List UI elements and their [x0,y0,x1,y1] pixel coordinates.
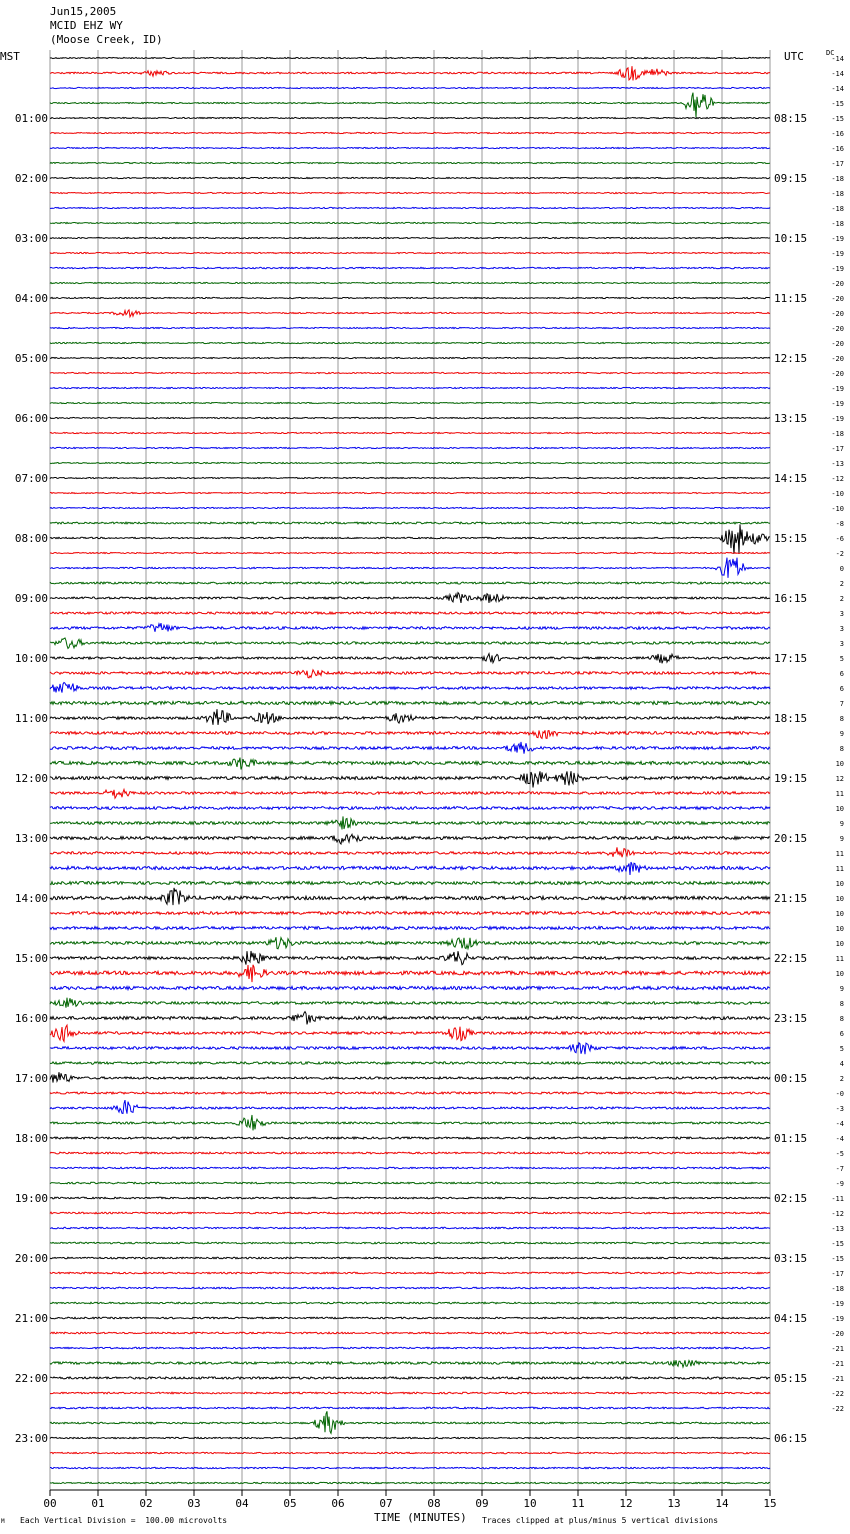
dc-offset-label: -19 [831,265,844,273]
dc-offset-label: -20 [831,1330,844,1338]
dc-offset-label: 12 [835,775,844,783]
trace-line [50,310,770,317]
dc-offset-label: 5 [839,1045,844,1053]
trace-line [50,1467,770,1468]
dc-offset-label: 3 [839,610,844,618]
trace-line [50,998,770,1008]
trace-line [50,66,770,80]
dc-offset-label: 8 [839,745,844,753]
right-time-label: 09:15 [774,172,808,185]
dc-offset-label: 8 [839,715,844,723]
left-time-label: 02:00 [14,172,48,185]
dc-offset-label: -8 [835,520,844,528]
trace-line [50,807,770,810]
trace-line [50,57,770,58]
dc-offset-label: -19 [831,415,844,423]
dc-offset-label: 11 [835,955,844,963]
dc-offset-label: -15 [831,1240,844,1248]
left-time-label: 11:00 [14,712,48,725]
trace-line [50,834,770,844]
right-axis-label: UTC [784,50,804,63]
dc-offset-label: -13 [831,1225,844,1233]
trace-line [50,758,770,770]
x-tick-label: 06 [331,1497,345,1510]
dc-offset-label: 10 [835,910,844,918]
left-time-label: 15:00 [14,952,48,965]
trace-line [50,1411,770,1433]
trace-line [50,267,770,268]
right-time-label: 17:15 [774,652,808,665]
right-time-label: 04:15 [774,1312,808,1325]
dc-offset-label: -22 [831,1390,844,1398]
trace-line [50,357,770,358]
trace-line [50,612,770,614]
left-time-label: 19:00 [14,1192,48,1205]
trace-line [50,1100,770,1114]
trace-line [50,93,770,118]
dc-offset-label: -14 [831,70,844,78]
dc-offset-label: 9 [839,820,844,828]
right-time-label: 19:15 [774,772,808,785]
dc-offset-label: -7 [835,1165,844,1173]
left-time-label: 23:00 [14,1432,48,1445]
dc-offset-label: -18 [831,220,844,228]
dc-offset-label: -18 [831,175,844,183]
trace-line [50,1332,770,1334]
x-tick-label: 14 [715,1497,729,1510]
trace-line [50,1360,770,1367]
trace-line [50,492,770,493]
dc-offset-label: -20 [831,370,844,378]
dc-offset-label: -21 [831,1375,844,1383]
dc-offset-label: 8 [839,1000,844,1008]
trace-line [50,447,770,448]
trace-line [50,816,770,829]
x-tick-label: 02 [139,1497,153,1510]
trace-line [50,387,770,388]
right-time-label: 12:15 [774,352,808,365]
trace-line [50,147,770,148]
trace-line [50,162,770,163]
trace-line [50,327,770,328]
dc-offset-label: -4 [835,1135,844,1143]
dc-offset-label: -18 [831,205,844,213]
dc-offset-label: 11 [835,850,844,858]
dc-offset-label: -14 [831,55,844,63]
dc-offset-label: 6 [839,670,844,678]
trace-line [50,297,770,298]
trace-line [50,623,770,632]
trace-line [50,927,770,930]
dc-offset-label: 6 [839,1030,844,1038]
trace-line [50,654,770,664]
right-time-label: 21:15 [774,892,808,905]
trace-line [50,965,770,982]
dc-offset-label: 6 [839,685,844,693]
dc-offset-label: -17 [831,1270,844,1278]
trace-line [50,282,770,283]
trace-line [50,87,770,88]
trace-line [50,1392,770,1394]
right-time-label: 05:15 [774,1372,808,1385]
dc-offset-label: -20 [831,280,844,288]
dc-offset-label: -18 [831,1285,844,1293]
left-time-label: 04:00 [14,292,48,305]
dc-offset-label: 10 [835,970,844,978]
trace-line [50,1137,770,1139]
trace-line [50,237,770,238]
dc-offset-label: -14 [831,85,844,93]
left-time-label: 14:00 [14,892,48,905]
dc-offset-label: 2 [839,580,844,588]
dc-offset-label: -19 [831,235,844,243]
trace-line [50,742,770,754]
x-tick-label: 01 [91,1497,105,1510]
right-time-label: 03:15 [774,1252,808,1265]
dc-offset-label: -18 [831,430,844,438]
trace-line [50,1407,770,1409]
trace-line [50,462,770,463]
trace-line [50,222,770,223]
dc-offset-label: 10 [835,760,844,768]
trace-line [50,1242,770,1244]
dc-offset-label: 10 [835,895,844,903]
trace-line [50,1062,770,1064]
dc-offset-label: -6 [835,535,844,543]
trace-line [50,522,770,524]
right-time-label: 18:15 [774,712,808,725]
left-time-label: 12:00 [14,772,48,785]
right-time-label: 16:15 [774,592,808,605]
left-time-label: 01:00 [14,112,48,125]
trace-line [50,1317,770,1319]
right-time-label: 13:15 [774,412,808,425]
right-time-label: 23:15 [774,1012,808,1025]
dc-offset-label: 4 [839,1060,844,1068]
trace-line [50,192,770,193]
x-tick-label: 08 [427,1497,441,1510]
trace-line [50,117,770,118]
trace-line [50,1043,770,1054]
right-time-label: 20:15 [774,832,808,845]
dc-offset-label: -20 [831,355,844,363]
right-time-label: 01:15 [774,1132,808,1145]
dc-offset-label: -20 [831,340,844,348]
trace-line [50,582,770,584]
dc-offset-label: -17 [831,160,844,168]
dc-offset-label: 9 [839,835,844,843]
left-time-label: 07:00 [14,472,48,485]
dc-offset-label: -11 [831,1195,844,1203]
dc-offset-label: -3 [835,1105,844,1113]
dc-offset-label: -19 [831,400,844,408]
trace-line [50,882,770,885]
right-time-label: 15:15 [774,532,808,545]
left-time-label: 08:00 [14,532,48,545]
trace-line [50,1115,770,1130]
dc-offset-label: 9 [839,730,844,738]
left-time-label: 21:00 [14,1312,48,1325]
trace-line [50,862,770,875]
left-time-label: 05:00 [14,352,48,365]
trace-line [50,1197,770,1199]
trace-line [50,771,770,787]
left-time-label: 17:00 [14,1072,48,1085]
trace-line [50,1272,770,1274]
scale-note: Each Vertical Division = 100.00 microvolts [20,1516,228,1525]
corner-mark: M [1,1518,5,1525]
dc-offset-label: -12 [831,475,844,483]
dc-offset-label: -18 [831,190,844,198]
trace-line [50,1152,770,1154]
left-time-label: 18:00 [14,1132,48,1145]
x-tick-label: 05 [283,1497,297,1510]
trace-line [50,1437,770,1438]
dc-offset-label: 8 [839,1015,844,1023]
dc-offset-label: 7 [839,700,844,708]
trace-line [50,670,770,678]
dc-offset-label: -20 [831,295,844,303]
trace-line [50,912,770,915]
dc-offset-label: 10 [835,880,844,888]
trace-line [50,132,770,133]
trace-line [50,1092,770,1094]
dc-offset-label: -15 [831,1255,844,1263]
dc-offset-label: -21 [831,1360,844,1368]
trace-line [50,402,770,403]
right-time-label: 11:15 [774,292,808,305]
dc-offset-label: 9 [839,985,844,993]
trace-line [50,177,770,178]
dc-offset-label: 2 [839,595,844,603]
trace-line [50,1347,770,1349]
right-time-label: 14:15 [774,472,808,485]
trace-line [50,1257,770,1259]
trace-line [50,1025,770,1041]
dc-offset-label: -17 [831,445,844,453]
trace-line [50,1302,770,1304]
dc-offset-label: -19 [831,1300,844,1308]
trace-line [50,638,770,648]
header-date: Jun15,2005 [50,5,117,18]
dc-offset-label: -4 [835,1120,844,1128]
x-axis-title: TIME (MINUTES) [374,1511,467,1524]
trace-line [50,477,770,478]
trace-line [50,524,770,554]
dc-offset-label: 2 [839,1075,844,1083]
dc-offset-label: -20 [831,310,844,318]
left-time-label: 22:00 [14,1372,48,1385]
trace-line [50,252,770,253]
dc-offset-label: -19 [831,1315,844,1323]
dc-offset-label: 10 [835,940,844,948]
x-tick-label: 11 [571,1497,585,1510]
trace-line [50,937,770,949]
trace-line [50,1482,770,1483]
trace-line [50,1227,770,1229]
dc-offset-label: -15 [831,100,844,108]
dc-offset-label: -10 [831,490,844,498]
left-time-label: 06:00 [14,412,48,425]
trace-line [50,847,770,857]
trace-line [50,701,770,704]
dc-offset-label: 10 [835,805,844,813]
dc-offset-label: 11 [835,865,844,873]
left-time-label: 09:00 [14,592,48,605]
dc-offset-label: -12 [831,1210,844,1218]
left-axis-label: MST [0,50,20,63]
right-time-label: 00:15 [774,1072,808,1085]
right-time-label: 06:15 [774,1432,808,1445]
dc-offset-label: 3 [839,640,844,648]
trace-line [50,417,770,418]
x-tick-label: 12 [619,1497,633,1510]
trace-line [50,507,770,508]
dc-offset-label: -10 [831,505,844,513]
trace-line [50,1072,770,1082]
dc-offset-label: -19 [831,250,844,258]
left-time-label: 20:00 [14,1252,48,1265]
dc-offset-label: 0 [839,565,844,573]
trace-line [50,1212,770,1214]
right-time-label: 22:15 [774,952,808,965]
x-tick-label: 13 [667,1497,681,1510]
dc-offset-label: 3 [839,625,844,633]
right-time-label: 02:15 [774,1192,808,1205]
trace-line [50,683,770,693]
left-time-label: 13:00 [14,832,48,845]
dc-label: DC [826,49,835,57]
trace-line [50,432,770,433]
right-time-label: 08:15 [774,112,808,125]
right-time-label: 10:15 [774,232,808,245]
dc-offset-label: -0 [835,1090,844,1098]
x-tick-label: 09 [475,1497,489,1510]
dc-offset-label: -2 [835,550,844,558]
trace-line [50,951,770,965]
dc-offset-label: -22 [831,1405,844,1413]
trace-line [50,207,770,208]
trace-line [50,1012,770,1025]
header-location: (Moose Creek, ID) [50,33,163,46]
dc-offset-label: -19 [831,385,844,393]
trace-line [50,1452,770,1453]
x-tick-label: 03 [187,1497,201,1510]
dc-offset-label: 5 [839,655,844,663]
trace-line [50,730,770,738]
trace-line [50,593,770,603]
trace-line [50,709,770,725]
trace-line [50,986,770,989]
trace-line [50,558,770,578]
x-tick-label: 15 [763,1497,777,1510]
dc-offset-label: 10 [835,925,844,933]
header-station: MCID EHZ WY [50,19,123,32]
left-time-label: 10:00 [14,652,48,665]
x-tick-label: 04 [235,1497,249,1510]
trace-line [50,372,770,373]
dc-offset-label: -5 [835,1150,844,1158]
trace-line [50,1287,770,1289]
dc-offset-label: -9 [835,1180,844,1188]
trace-line [50,888,770,905]
trace-line [50,552,770,553]
dc-offset-label: -16 [831,130,844,138]
x-tick-label: 10 [523,1497,537,1510]
trace-line [50,342,770,343]
left-time-label: 03:00 [14,232,48,245]
dc-offset-label: -21 [831,1345,844,1353]
trace-line [50,789,770,798]
x-tick-label: 00 [43,1497,57,1510]
dc-offset-label: -15 [831,115,844,123]
trace-line [50,1167,770,1169]
dc-offset-label: 11 [835,790,844,798]
left-time-label: 16:00 [14,1012,48,1025]
x-tick-label: 07 [379,1497,393,1510]
dc-offset-label: -20 [831,325,844,333]
trace-line [50,1377,770,1379]
trace-line [50,1182,770,1184]
clip-note: Traces clipped at plus/minus 5 vertical divisions [482,1516,719,1525]
dc-offset-label: -13 [831,460,844,468]
dc-offset-label: -16 [831,145,844,153]
